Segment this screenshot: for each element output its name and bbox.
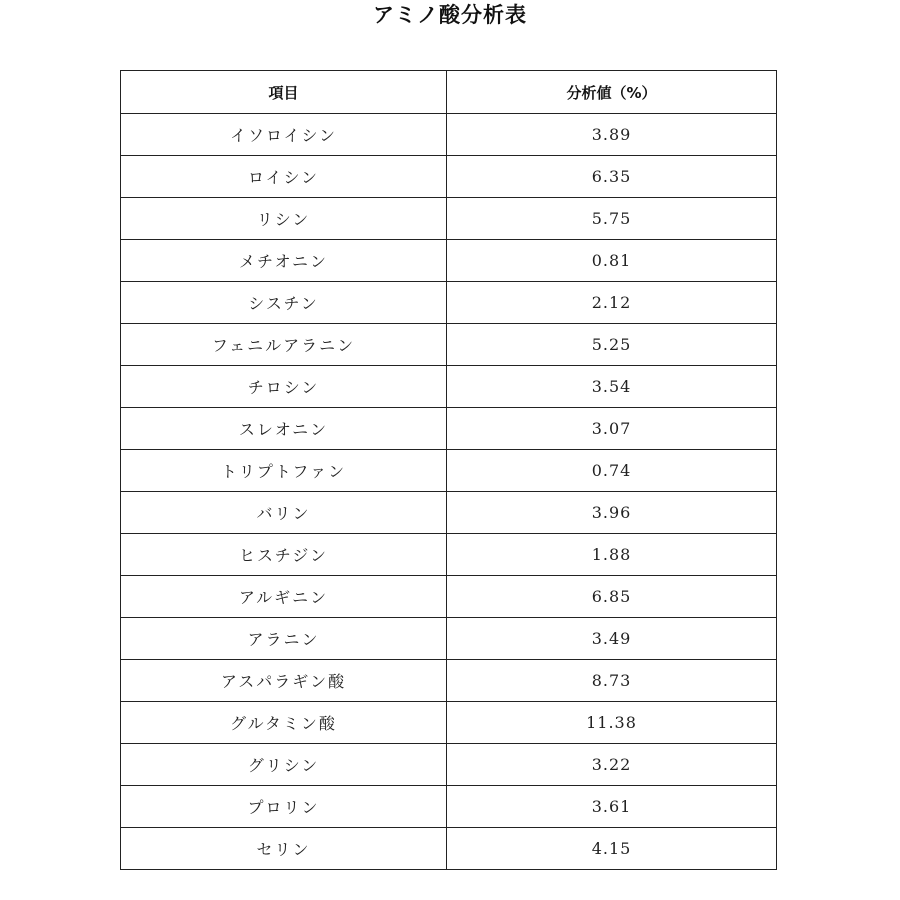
analysis-value: 3.96 — [447, 492, 777, 534]
amino-acid-name: グリシン — [121, 744, 447, 786]
table-row — [121, 576, 777, 618]
table-row — [121, 156, 777, 198]
analysis-value: 2.12 — [447, 282, 777, 324]
table-row — [121, 114, 777, 156]
analysis-value: 3.07 — [447, 408, 777, 450]
amino-acid-name: アラニン — [121, 618, 447, 660]
table-row — [121, 828, 777, 870]
table-row — [121, 744, 777, 786]
analysis-value: 3.49 — [447, 618, 777, 660]
analysis-value: 1.88 — [447, 534, 777, 576]
amino-acid-name: リシン — [121, 198, 447, 240]
analysis-value: 4.15 — [447, 828, 777, 870]
amino-acid-name: イソロイシン — [121, 114, 447, 156]
table-row — [121, 198, 777, 240]
analysis-value: 3.54 — [447, 366, 777, 408]
analysis-value: 3.89 — [447, 114, 777, 156]
analysis-value: 8.73 — [447, 660, 777, 702]
table-row — [121, 534, 777, 576]
analysis-value: 11.38 — [447, 702, 777, 744]
table-row — [121, 324, 777, 366]
table-body — [121, 114, 777, 870]
table-header-row — [121, 71, 777, 114]
amino-acid-name: アスパラギン酸 — [121, 660, 447, 702]
analysis-value: 6.85 — [447, 576, 777, 618]
analysis-value: 0.81 — [447, 240, 777, 282]
amino-acid-name: フェニルアラニン — [121, 324, 447, 366]
analysis-value: 5.75 — [447, 198, 777, 240]
table-row — [121, 366, 777, 408]
amino-acid-name: トリプトファン — [121, 450, 447, 492]
amino-acid-name: メチオニン — [121, 240, 447, 282]
analysis-value: 6.35 — [447, 156, 777, 198]
header-item: 項目 — [121, 71, 447, 114]
table-row — [121, 282, 777, 324]
amino-acid-name: ヒスチジン — [121, 534, 447, 576]
amino-acid-name: グルタミン酸 — [121, 702, 447, 744]
analysis-value: 3.22 — [447, 744, 777, 786]
page-title: アミノ酸分析表 — [373, 3, 527, 27]
amino-acid-name: プロリン — [121, 786, 447, 828]
table-row — [121, 450, 777, 492]
amino-acid-name: シスチン — [121, 282, 447, 324]
amino-acid-name: チロシン — [121, 366, 447, 408]
table-row — [121, 702, 777, 744]
amino-acid-name: スレオニン — [121, 408, 447, 450]
amino-acid-name: セリン — [121, 828, 447, 870]
table-row — [121, 786, 777, 828]
header-value: 分析値（%） — [447, 71, 777, 114]
table-row — [121, 240, 777, 282]
table-row — [121, 618, 777, 660]
amino-acid-name: ロイシン — [121, 156, 447, 198]
table-row — [121, 492, 777, 534]
table-row — [121, 408, 777, 450]
table-row — [121, 660, 777, 702]
analysis-value: 3.61 — [447, 786, 777, 828]
amino-acid-table — [120, 70, 777, 870]
analysis-value: 0.74 — [447, 450, 777, 492]
amino-acid-name: バリン — [121, 492, 447, 534]
amino-acid-name: アルギニン — [121, 576, 447, 618]
analysis-value: 5.25 — [447, 324, 777, 366]
